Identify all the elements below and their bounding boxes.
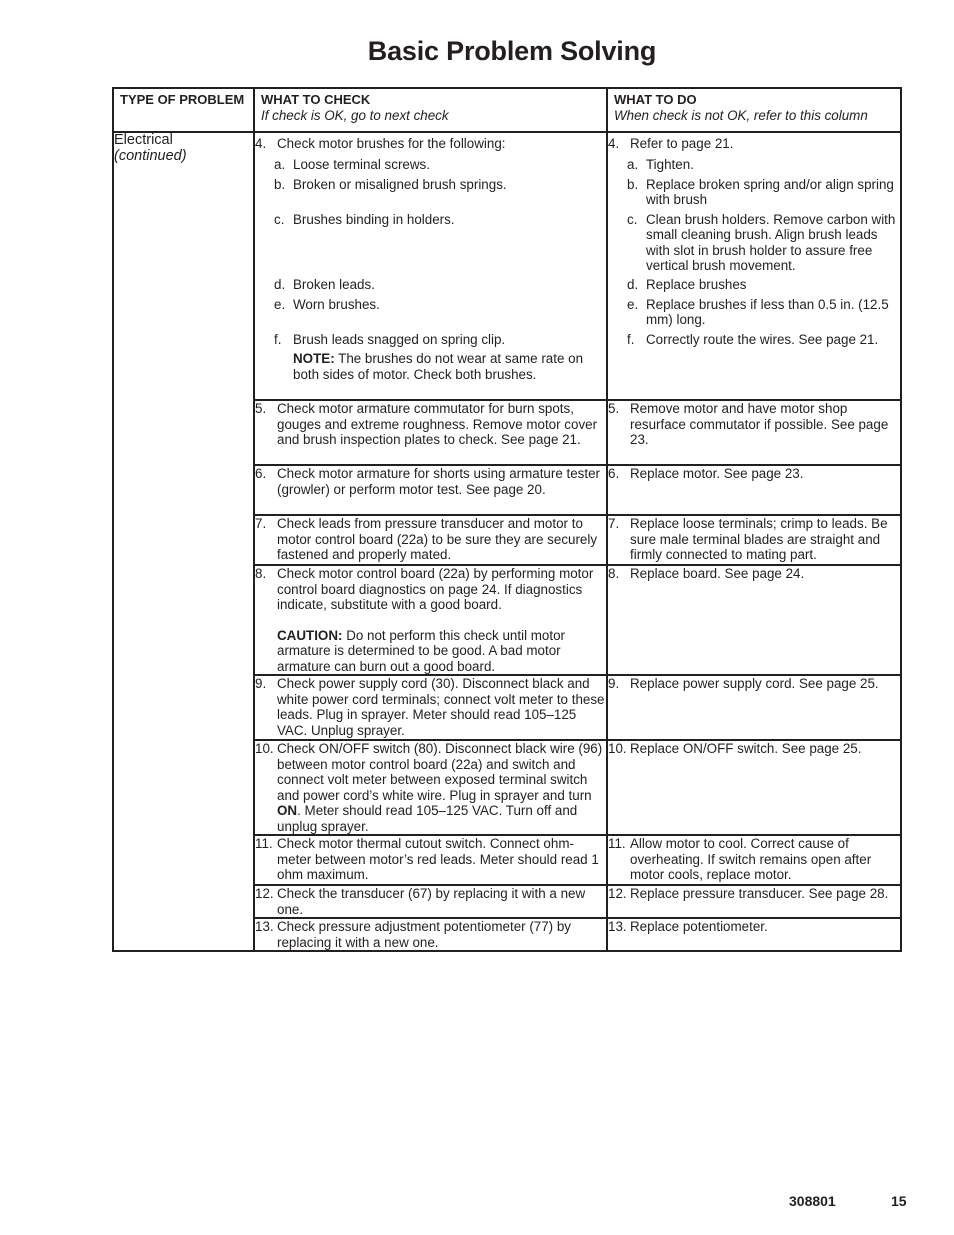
check-text: Check motor thermal cutout switch. Connect ohm-meter between motor’s red leads. Meter should read 1 ohm maximum.	[277, 836, 599, 882]
sub-check-text: Brush leads snagged on spring clip.	[293, 331, 506, 347]
item-number: 9.	[255, 676, 267, 691]
sub-letter: d.	[274, 276, 286, 292]
sub-check-text: Brushes binding in holders.	[293, 211, 455, 227]
check-cell	[254, 835, 607, 885]
header-type	[113, 88, 254, 132]
do-cell	[607, 885, 901, 918]
do-text: Replace motor. See page 23.	[630, 466, 804, 481]
check-text: Check the transducer (67) by replacing it with a new one.	[277, 886, 586, 917]
check-cell	[254, 515, 607, 565]
caution-label: CAUTION:	[277, 627, 343, 643]
item-number: 11.	[608, 836, 626, 851]
sub-do-text: Replace brushes if less than 0.5 in. (12.5 mm) long.	[646, 296, 889, 327]
item-number: 9.	[608, 676, 620, 691]
item-number: 5.	[608, 401, 620, 416]
problem-type: Electrical	[114, 132, 173, 148]
check-text: Check power supply cord (30). Disconnect black and white power cord terminals; connect volt meter to these leads. Plug in sprayer. Meter should read 105–125 VAC. Unplug sprayer.	[277, 676, 605, 738]
troubleshooting-table	[112, 87, 902, 952]
item-number: 5.	[255, 401, 267, 416]
item-number: 6.	[608, 466, 620, 481]
sub-letter: c.	[274, 211, 285, 227]
sub-letter: b.	[627, 176, 639, 192]
item-number: 11.	[255, 836, 273, 851]
check-text: Check pressure adjustment potentiometer (77) by replacing it with a new one.	[277, 919, 571, 950]
item-number: 10.	[255, 741, 274, 756]
do-text: Replace ON/OFF switch. See page 25.	[630, 741, 862, 756]
do-cell	[607, 400, 901, 465]
check-text: Check ON/OFF switch (80). Disconnect black wire (96) between motor control board (22a) and switch and connect volt meter between exposed terminal switch and power cord’s white wire. Plug in sprayer and turn ON. Meter should read 105–125 VAC. Turn off and unplug sprayer.	[277, 741, 603, 834]
item-number: 12.	[608, 886, 627, 901]
sub-letter: a.	[274, 156, 286, 172]
check-cell	[254, 132, 607, 400]
header-check-label: WHAT TO CHECK	[261, 92, 371, 107]
caution-text: CAUTION: Do not perform this check until motor armature is determined to be good. A bad motor armature can burn out a good board.	[277, 627, 565, 674]
do-text: Replace power supply cord. See page 25.	[630, 676, 879, 691]
check-text: Check motor brushes for the following:	[277, 136, 506, 151]
do-cell	[607, 835, 901, 885]
check-text: Check motor control board (22a) by performing motor control board diagnostics on page 24. If diagnostics indicate, substitute with a good board.	[277, 566, 594, 612]
item-number: 4.	[608, 136, 620, 151]
header-do-sub: When check is not OK, refer to this column	[614, 107, 868, 123]
sub-do-text: Replace brushes	[646, 276, 747, 292]
sub-letter: e.	[627, 296, 639, 312]
sub-letter: c.	[627, 211, 638, 227]
problem-type-sub: (continued)	[114, 147, 187, 164]
do-cell	[607, 740, 901, 835]
item-number: 7.	[608, 516, 620, 531]
item-number: 13.	[608, 919, 627, 934]
item-number: 8.	[608, 566, 620, 581]
sub-letter: e.	[274, 296, 286, 312]
item-number: 8.	[255, 566, 267, 581]
sub-check-text: Worn brushes.	[293, 296, 380, 312]
header-check	[254, 88, 607, 132]
page-number: 15	[891, 1193, 907, 1209]
check-cell	[254, 465, 607, 515]
header-do-label: WHAT TO DO	[614, 92, 697, 107]
do-text: Remove motor and have motor shop resurface commutator if possible. See page 23.	[630, 401, 889, 447]
check-text: Check motor armature commutator for burn spots, gouges and extreme roughness. Remove motor cover and brush inspection plates to check. See page 21.	[277, 401, 598, 447]
item-number: 4.	[255, 136, 267, 151]
sub-letter: a.	[627, 156, 639, 172]
note-text: NOTE: The brushes do not wear at same rate on both sides of motor. Check both brushes.	[293, 351, 584, 382]
do-text: Replace board. See page 24.	[630, 566, 805, 581]
note-label: NOTE:	[293, 351, 335, 366]
sub-do-text: Replace broken spring and/or align spring with brush	[646, 176, 894, 207]
do-cell	[607, 465, 901, 515]
page-title: Basic Problem Solving	[367, 36, 657, 66]
do-text: Replace potentiometer.	[630, 919, 768, 934]
check-cell	[254, 918, 607, 951]
sub-check-text: Broken or misaligned brush springs.	[293, 176, 507, 192]
do-text: Replace pressure transducer. See page 28.	[630, 886, 889, 901]
do-cell	[607, 565, 901, 675]
do-cell	[607, 132, 901, 400]
item-number: 12.	[255, 886, 274, 901]
sub-letter: f.	[274, 331, 282, 347]
do-cell	[607, 918, 901, 951]
check-cell	[254, 885, 607, 918]
sub-do-text: Correctly route the wires. See page 21.	[646, 331, 879, 347]
do-text: Allow motor to cool. Correct cause of overheating. If switch remains open after motor cools, replace motor.	[630, 836, 872, 882]
table-row	[113, 132, 901, 400]
sub-check-text: Broken leads.	[293, 276, 375, 292]
do-cell	[607, 675, 901, 740]
check-cell	[254, 740, 607, 835]
item-number: 6.	[255, 466, 267, 481]
document-number: 308801	[789, 1193, 836, 1209]
check-cell	[254, 675, 607, 740]
problem-type-cell	[113, 132, 254, 951]
item-number: 13.	[255, 919, 274, 934]
header-do	[607, 88, 901, 132]
header-type-label: TYPE OF PROBLEM	[120, 92, 245, 107]
check-cell	[254, 565, 607, 675]
do-text: Replace loose terminals; crimp to leads. Be sure male terminal blades are straight and firmly connected to mating part.	[630, 516, 888, 562]
do-text: Refer to page 21.	[630, 136, 734, 151]
table-header-row	[113, 88, 901, 132]
sub-do-text: Clean brush holders. Remove carbon with small cleaning brush. Align brush leads with slot in brush holder to assure free vertical brush movement.	[646, 211, 896, 273]
sub-do-text: Tighten.	[646, 156, 694, 172]
sub-check-text: Loose terminal screws.	[293, 156, 430, 172]
item-number: 7.	[255, 516, 267, 531]
do-cell	[607, 515, 901, 565]
item-number: 10.	[608, 741, 627, 756]
check-text: Check leads from pressure transducer and motor to motor control board (22a) to be sure they are securely fastened and properly mated.	[277, 516, 598, 562]
check-cell	[254, 400, 607, 465]
header-check-sub: If check is OK, go to next check	[261, 107, 449, 123]
sub-letter: b.	[274, 176, 286, 192]
sub-letter: d.	[627, 276, 639, 292]
check-text: Check motor armature for shorts using armature tester (growler) or perform motor test. See page 20.	[277, 466, 600, 497]
sub-letter: f.	[627, 331, 635, 347]
